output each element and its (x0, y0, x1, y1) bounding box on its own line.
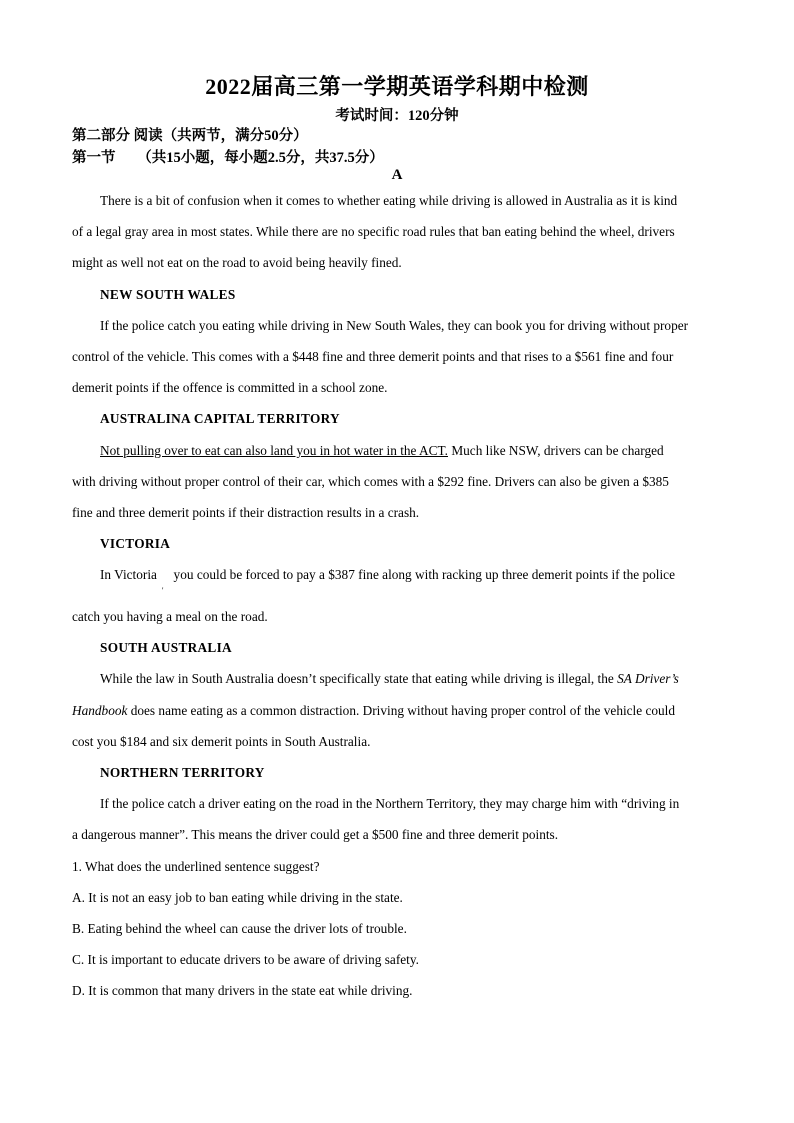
vic-line: catch you having a meal on the road. (72, 609, 268, 624)
passage-letter: A (391, 167, 403, 183)
nt-line: a dangerous manner”. This means the driver could get a $500 fine and three demerit points. (72, 827, 559, 842)
sa-line (72, 703, 675, 719)
question-stem: 1. What does the underlined sentence suggest? (72, 859, 320, 874)
answer-option-b[interactable]: B. Eating behind the wheel can cause the driver lots of trouble. (72, 921, 407, 936)
sa-line (100, 671, 679, 687)
nsw-line: control of the vehicle. This comes with a $448 fine and three demerit points and that rises to a $561 fine and four (72, 349, 674, 364)
sa-line-text: While the law in South Australia doesn’t specifically state that eating while driving is illegal, the (100, 671, 618, 686)
sa-line-text: does name eating as a common distraction. Driving without having proper control of the vehicle could (127, 703, 676, 718)
sa-heading: SOUTH AUSTRALIA (100, 640, 232, 655)
exam-time: 考试时间：120分钟 (335, 108, 459, 124)
vic-line: In Victoria you could be forced to pay a $387 fine along with racking up three demerit points if the police (100, 567, 675, 582)
act-heading: AUSTRALINA CAPITAL TERRITORY (100, 411, 340, 426)
exam-title: 2022届高三第一学期英语学科期中检测 (205, 74, 589, 99)
answer-option-d[interactable]: D. It is common that many drivers in the state eat while driving. (72, 983, 413, 998)
sa-handbook-title: Handbook (72, 703, 128, 718)
underlined-sentence: Not pulling over to eat can also land you in hot water in the ACT. (100, 443, 448, 458)
act-first-line (100, 443, 664, 459)
act-line: with driving without proper control of their car, which comes with a $292 fine. Drivers can also be given a $385 (72, 474, 669, 489)
intro-line: might as well not eat on the road to avoid being heavily fined. (72, 255, 402, 270)
stray-mark: ' (162, 586, 164, 595)
sa-handbook-title: SA Driver’s (617, 671, 679, 686)
answer-option-a[interactable]: A. It is not an easy job to ban eating while driving in the state. (72, 890, 403, 905)
act-line: fine and three demerit points if their distraction results in a crash. (72, 505, 420, 520)
nt-heading: NORTHERN TERRITORY (100, 765, 265, 780)
intro-line: of a legal gray area in most states. While there are no specific road rules that ban eating behind the wheel, drivers (72, 224, 675, 239)
act-first-rest: Much like NSW, drivers can be charged (448, 443, 664, 458)
section-heading: 第一节 （共15小题，每小题2.5分，共37.5分） (72, 150, 384, 166)
nsw-heading: NEW SOUTH WALES (100, 287, 236, 302)
vic-heading: VICTORIA (100, 536, 171, 551)
sa-line: cost you $184 and six demerit points in South Australia. (72, 734, 371, 749)
nsw-line: demerit points if the offence is committed in a school zone. (72, 380, 388, 395)
answer-option-c[interactable]: C. It is important to educate drivers to be aware of driving safety. (72, 952, 419, 967)
nt-line: If the police catch a driver eating on the road in the Northern Territory, they may charge him with “driving in (100, 796, 680, 811)
intro-line: There is a bit of confusion when it comes to whether eating while driving is allowed in Australia as it is kind (100, 193, 678, 208)
part-heading: 第二部分 阅读（共两节，满分50分） (72, 128, 308, 144)
nsw-line: If the police catch you eating while driving in New South Wales, they can book you for driving without proper (100, 318, 689, 333)
